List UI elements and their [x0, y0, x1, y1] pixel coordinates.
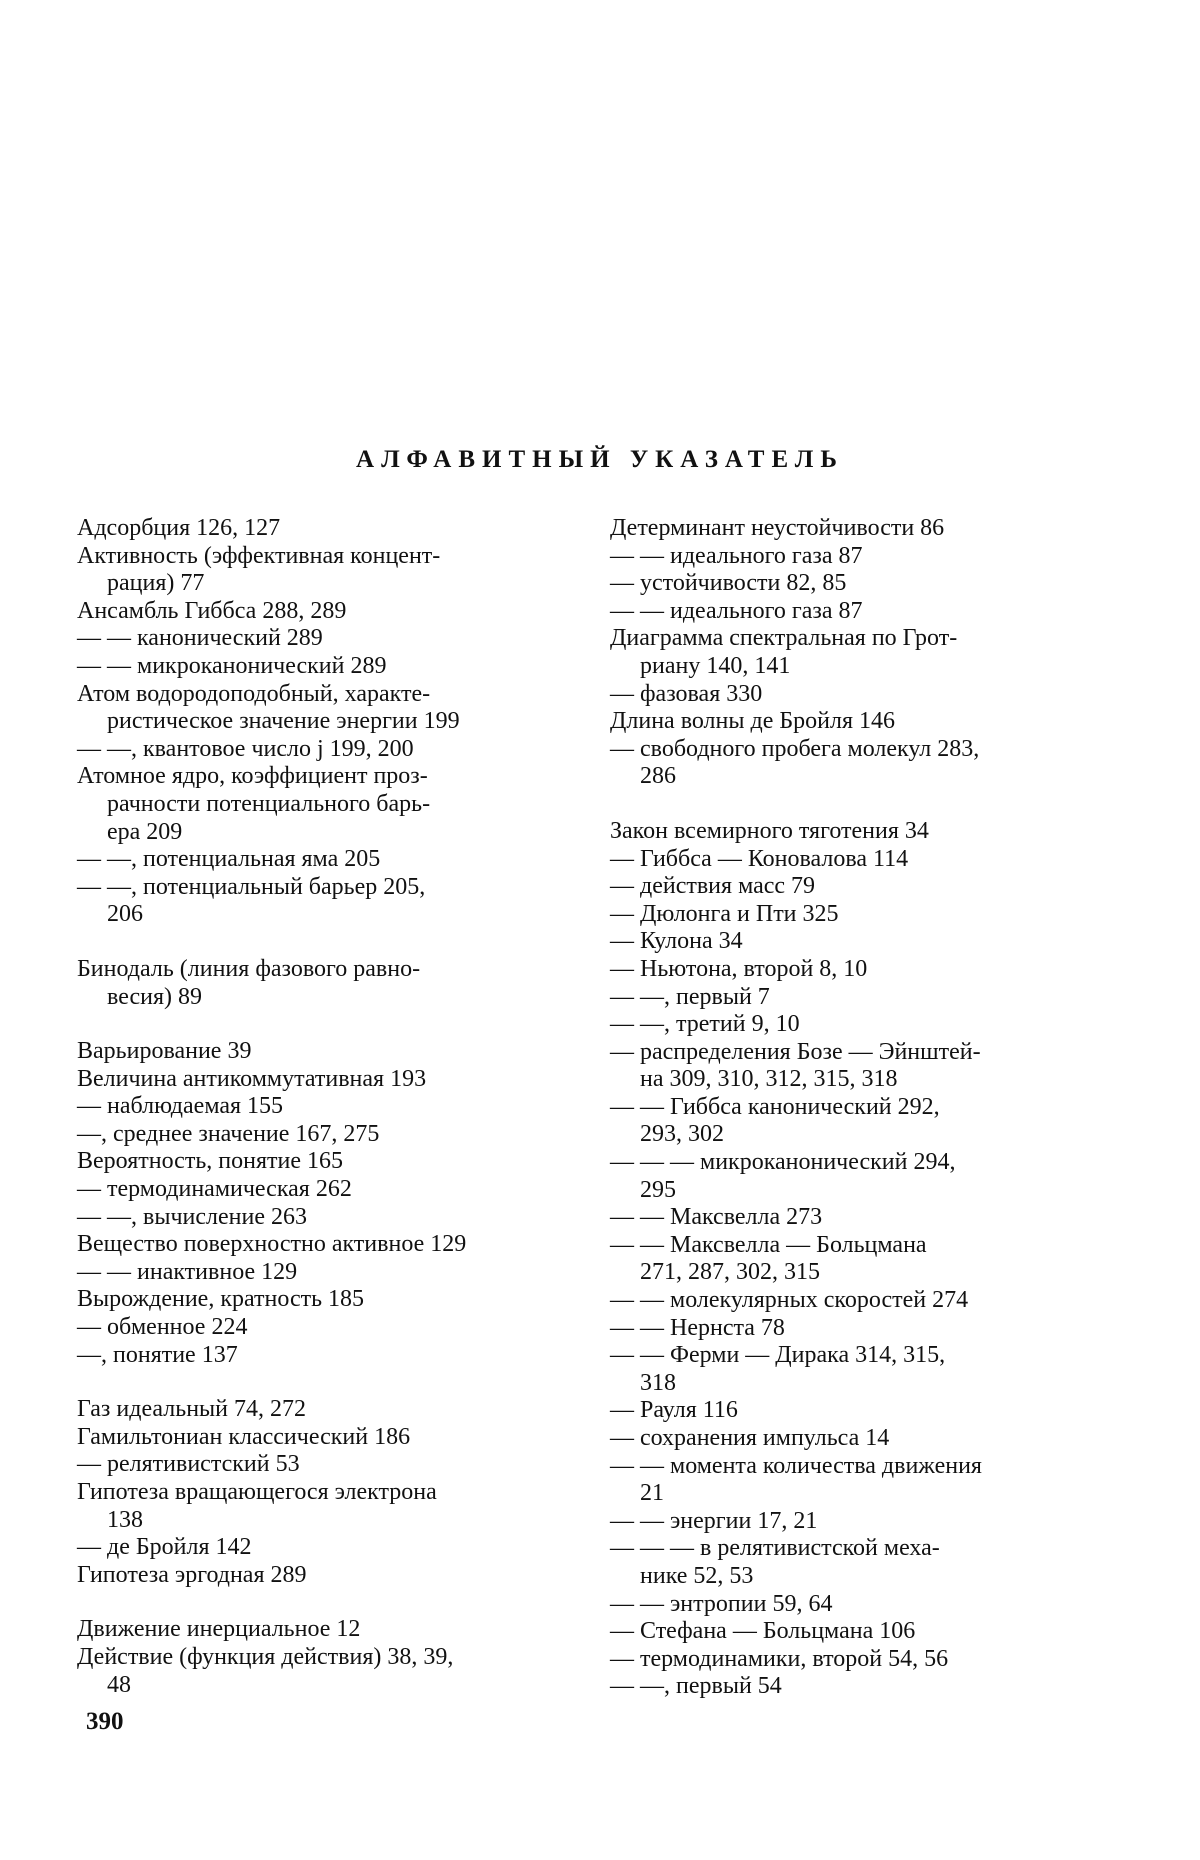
index-entry-line: — — молекулярных скоростей 274	[610, 1287, 969, 1314]
index-entry-line: Ансамбль Гиббса 288, 289	[77, 597, 347, 624]
index-entry	[77, 1562, 577, 1590]
index-entry	[610, 1149, 1108, 1204]
index-entry-line: Длина волны де Бройля 146	[610, 708, 895, 735]
index-entry	[610, 1508, 1108, 1536]
index-entry-line: 21	[640, 1480, 664, 1507]
index-entry-line: — — Максвелла — Больцмана	[610, 1231, 927, 1258]
index-entry	[610, 1673, 1108, 1701]
index-column-right	[610, 515, 1108, 1701]
section-gap	[77, 1589, 577, 1616]
index-entry-line: Закон всемирного тяготения 34	[610, 817, 929, 844]
index-entry	[610, 1591, 1108, 1619]
index-entry	[610, 681, 1108, 709]
index-entry	[610, 1342, 1108, 1397]
index-entry-line: 286	[640, 763, 676, 790]
index-entry	[77, 763, 577, 846]
index-entry-line: Активность (эффективная концент-	[77, 542, 441, 569]
index-entry-line: Гипотеза эргодная 289	[77, 1561, 307, 1588]
index-entry	[77, 1176, 577, 1204]
index-entry	[77, 846, 577, 874]
index-entry	[610, 928, 1108, 956]
index-entry	[77, 736, 577, 764]
index-entry	[610, 901, 1108, 929]
index-entry-line: — действия масс 79	[610, 873, 816, 900]
index-entry	[77, 681, 577, 736]
index-entry	[610, 515, 1108, 543]
index-entry-line: — — Ферми — Дирака 314, 315,	[610, 1342, 946, 1369]
index-entry	[610, 543, 1108, 571]
index-entry	[77, 1396, 577, 1424]
index-entry-line: — —, первый 7	[610, 983, 770, 1010]
index-entry-line: 206	[107, 901, 143, 928]
index-entry	[610, 818, 1108, 846]
index-entry-line: Гамильтониан классический 186	[77, 1423, 411, 1450]
index-entry-line: Вырождение, кратность 185	[77, 1286, 365, 1313]
index-entry-line: — термодинамическая 262	[77, 1176, 352, 1203]
index-entry-line: — — Максвелла 273	[610, 1204, 823, 1231]
index-entry	[77, 1451, 577, 1479]
index-entry	[77, 1093, 577, 1121]
index-entry-line: — —, потенциальная яма 205	[77, 846, 381, 873]
index-entry-line: Атом водородоподобный, характе-	[77, 680, 431, 707]
index-entry	[77, 1066, 577, 1094]
index-entry-line: Газ идеальный 74, 272	[77, 1396, 307, 1423]
index-entry	[610, 984, 1108, 1012]
index-entry-line: весия) 89	[107, 983, 202, 1010]
index-entry-line: 271, 287, 302, 315	[640, 1259, 820, 1286]
index-entry-line: — —, квантовое число j 199, 200	[77, 735, 414, 762]
index-entry-line: Вероятность, понятие 165	[77, 1148, 343, 1175]
index-column-left	[77, 515, 577, 1699]
index-entry-line: Бинодаль (линия фазового равно-	[77, 955, 421, 982]
index-entry	[610, 1315, 1108, 1343]
index-entry	[77, 1616, 577, 1644]
index-entry	[77, 625, 577, 653]
index-entry	[77, 1314, 577, 1342]
index-entry-line: рачности потенциального барь-	[107, 790, 431, 817]
index-entry-line: ера 209	[107, 818, 183, 845]
index-entry	[77, 598, 577, 626]
index-entry-line: 48	[107, 1671, 131, 1698]
index-entry-line: нике 52, 53	[640, 1562, 754, 1589]
index-entry-line: Детерминант неустойчивости 86	[610, 515, 945, 541]
index-entry-line: — — идеального газа 87	[610, 542, 863, 569]
index-entry	[77, 874, 577, 929]
index-entry	[610, 1287, 1108, 1315]
index-entry	[77, 1424, 577, 1452]
index-entry	[77, 1534, 577, 1562]
index-entry-line: Движение инерциальное 12	[77, 1616, 361, 1643]
index-entry	[610, 1204, 1108, 1232]
index-entry-line: — — энергии 17, 21	[610, 1507, 818, 1534]
index-entry-line: — — момента количества движения	[610, 1452, 982, 1479]
index-entry-line: — — канонический 289	[77, 625, 323, 652]
index-entry	[77, 1121, 577, 1149]
index-entry-line: Величина антикоммутативная 193	[77, 1065, 427, 1092]
index-entry-line: 293, 302	[640, 1121, 724, 1148]
page-number: 390	[86, 1708, 124, 1735]
index-entry	[610, 1453, 1108, 1508]
index-entry	[610, 1646, 1108, 1674]
index-entry-line: — сохранения импульса 14	[610, 1425, 890, 1451]
index-entry-line: 318	[640, 1369, 676, 1396]
index-entry	[610, 873, 1108, 901]
index-entry-line: — Кулона 34	[610, 928, 743, 955]
index-entry	[610, 1535, 1108, 1590]
index-entry	[77, 1342, 577, 1370]
index-entry-line: — — микроканонический 289	[77, 652, 387, 679]
section-gap	[77, 1369, 577, 1396]
index-entry-line: — — Гиббса канонический 292,	[610, 1093, 940, 1120]
index-entry	[610, 1011, 1108, 1039]
index-entry	[77, 1479, 577, 1534]
index-entry	[610, 1618, 1108, 1646]
index-entry-line: — фазовая 330	[610, 680, 763, 707]
index-entry	[610, 1232, 1108, 1287]
index-entry	[610, 846, 1108, 874]
index-entry	[77, 1204, 577, 1232]
index-entry-line: —, среднее значение 167, 275	[77, 1120, 380, 1147]
index-entry-line: рация) 77	[107, 570, 205, 597]
index-entry-line: — — энтропии 59, 64	[610, 1590, 833, 1617]
index-entry-line: — —, вычисление 263	[77, 1203, 307, 1230]
index-entry-line: Адсорбция 126, 127	[77, 515, 281, 541]
section-gap	[77, 1011, 577, 1038]
index-entry	[610, 1397, 1108, 1425]
index-entry-line: — — инактивное 129	[77, 1258, 298, 1285]
index-entry-line: — Ньютона, второй 8, 10	[610, 955, 868, 982]
index-entry	[610, 625, 1108, 680]
index-entry-line: —, понятие 137	[77, 1341, 238, 1368]
index-entry-line: — обменное 224	[77, 1314, 248, 1341]
index-entry-line: — устойчивости 82, 85	[610, 570, 847, 597]
index-entry-line: — релятивистский 53	[77, 1451, 300, 1478]
index-entry	[77, 1286, 577, 1314]
index-entry	[77, 1148, 577, 1176]
index-entry-line: ристическое значение энергии 199	[107, 708, 460, 735]
index-entry-line: на 309, 310, 312, 315, 318	[640, 1066, 898, 1093]
index-entry-line: — термодинамики, второй 54, 56	[610, 1645, 949, 1672]
index-entry	[610, 1094, 1108, 1149]
index-entry-line: — Дюлонга и Пти 325	[610, 900, 839, 927]
index-entry-line: — Гиббса — Коновалова 114	[610, 845, 909, 872]
index-entry	[77, 1644, 577, 1699]
index-entry	[77, 1231, 577, 1259]
index-entry-line: — —, третий 9, 10	[610, 1011, 800, 1038]
index-entry-line: 138	[107, 1506, 143, 1533]
index-entry	[77, 653, 577, 681]
index-entry	[610, 570, 1108, 598]
index-entry-line: Варьирование 39	[77, 1038, 252, 1065]
index-entry	[610, 736, 1108, 791]
index-entry	[610, 1039, 1108, 1094]
index-entry-line: — — — в релятивистской меха-	[610, 1535, 940, 1562]
index-entry-line: — —, первый 54	[610, 1673, 782, 1700]
index-entry-line: — — идеального газа 87	[610, 597, 863, 624]
index-entry-line: — де Бройля 142	[77, 1534, 252, 1561]
index-entry-line: — — Нернста 78	[610, 1314, 785, 1341]
index-entry	[77, 543, 577, 598]
index-entry	[610, 956, 1108, 984]
index-entry	[77, 515, 577, 543]
index-entry	[77, 1259, 577, 1287]
index-entry-line: 295	[640, 1176, 676, 1203]
index-entry	[77, 1038, 577, 1066]
section-gap	[77, 929, 577, 956]
index-entry-line: Диаграмма спектральная по Грот-	[610, 625, 958, 652]
index-entry-line: — свободного пробега молекул 283,	[610, 735, 980, 762]
index-entry-line: — Рауля 116	[610, 1397, 738, 1424]
index-entry	[610, 708, 1108, 736]
index-entry-line: — Стефана — Больцмана 106	[610, 1618, 916, 1645]
index-entry-line: Атомное ядро, коэффициент проз-	[77, 763, 428, 790]
index-entry-line: — — — микроканонический 294,	[610, 1149, 956, 1176]
index-entry-line: Вещество поверхностно активное 129	[77, 1231, 467, 1258]
index-entry	[610, 598, 1108, 626]
index-entry-line: Действие (функция действия) 38, 39,	[77, 1643, 454, 1670]
index-entry-line: — —, потенциальный барьер 205,	[77, 873, 426, 900]
section-gap	[610, 791, 1108, 818]
index-entry-line: — наблюдаемая 155	[77, 1093, 284, 1120]
index-entry	[610, 1425, 1108, 1453]
index-entry-line: риану 140, 141	[640, 652, 791, 679]
index-entry-line: Гипотеза вращающегося электрона	[77, 1479, 437, 1505]
index-entry-line: — распределения Бозе — Эйнштей-	[610, 1038, 981, 1065]
index-entry	[77, 956, 577, 1011]
page-title: АЛФАВИТНЫЙ УКАЗАТЕЛЬ	[356, 446, 844, 473]
